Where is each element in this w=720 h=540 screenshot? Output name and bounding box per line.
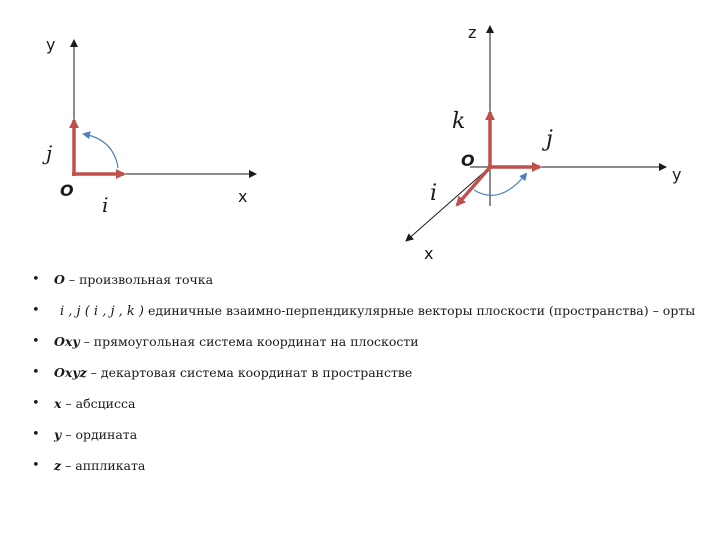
term: x [54,396,62,411]
vector-j-label-2d: j [46,141,53,165]
term: y [54,427,62,442]
term: Oxyz [54,365,87,380]
rotation-arrow-2d [84,134,118,168]
definition-text: – декартовая система координат в пространстве [86,365,413,380]
list-item [32,396,712,427]
axis-y-label-3d: y [672,165,682,184]
definition-text: – ордината [61,427,138,442]
term: Oxy [54,334,80,349]
axis-y-label-2d: y [46,35,56,54]
list-item [32,427,712,458]
definition-text: – аппликата [61,458,146,473]
term: O [54,272,65,287]
axis-x-3d [406,167,490,241]
axis-x-label-3d: x [424,244,434,263]
definition-text: единичные взаимно-перпендикулярные векторы плоскости (пространства) – орты [148,303,696,318]
diagram-3d [406,23,681,263]
list-item [32,272,712,303]
diagram-2d [42,35,256,217]
definition-text: – прямоугольная система координат на плоскости [79,334,419,349]
vector-i-3d [457,166,491,205]
vector-i-label-2d: i [102,193,109,217]
definition-text: – абсцисса [61,396,136,411]
origin-label-2d: O [60,181,74,200]
vector-i-label-3d: i [430,181,438,206]
definition-text: – произвольная точка [64,272,214,287]
origin-label-3d: O [461,151,475,170]
list-item [32,303,712,334]
axis-x-label-2d: x [238,187,248,206]
list-item [32,334,712,365]
list-item [32,458,712,489]
vector-j-label-3d: j [546,127,553,152]
term: z [54,458,62,473]
definitions-list [32,272,712,489]
vector-k-label-3d: k [452,109,466,134]
axis-z-label-3d: z [468,23,477,42]
list-item [32,365,712,396]
basis-vectors-formula: i , j ( i , j , k ) [60,304,144,319]
